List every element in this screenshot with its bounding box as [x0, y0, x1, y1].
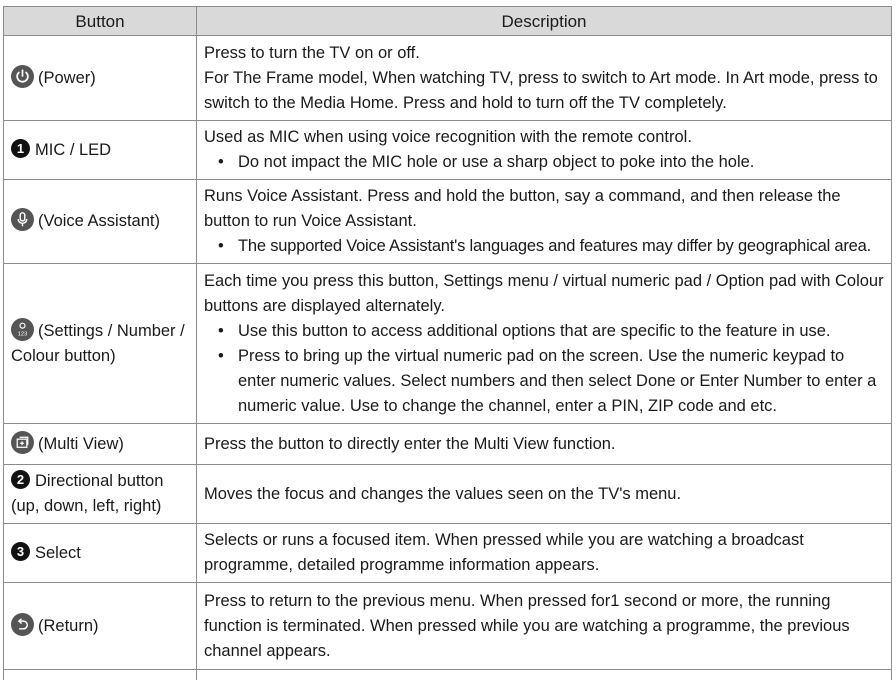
desc-text: function.	[549, 435, 616, 453]
table-row	[4, 121, 892, 180]
button-name: (Power)	[38, 69, 96, 87]
desc-text: Each time you press this button, Settings menu / virtual numeric pad / Option pad with Colour buttons are displayed alternately.	[204, 269, 885, 319]
power-icon	[11, 65, 34, 88]
mic-icon	[11, 208, 34, 231]
bullet-text: to enter a numeric value. Use to change the channel, enter a PIN, ZIP code and etc.	[238, 372, 876, 415]
bullet-text: or	[676, 372, 700, 390]
desc-text: Moves the focus and changes the values seen on the TV's menu.	[204, 485, 681, 503]
button-description-table	[3, 6, 892, 680]
svg-text:123: 123	[18, 331, 28, 337]
callout-number: 3	[11, 542, 30, 561]
desc-text: mode, press to switch to the	[204, 69, 878, 112]
callout-number: 1	[11, 139, 30, 158]
table-row	[4, 583, 892, 670]
return-icon	[11, 613, 34, 636]
desc-term: Media	[300, 94, 345, 112]
button-name: (Multi View)	[38, 435, 124, 453]
button-name: (Settings / Number / Colour button)	[11, 322, 185, 365]
desc-text: Press to turn the TV on or off.	[204, 41, 885, 66]
header-button: Button	[4, 7, 197, 36]
table-row	[4, 180, 892, 264]
table-row	[4, 524, 892, 583]
desc-term: Done	[636, 372, 675, 390]
table-header	[4, 7, 892, 36]
table-row	[4, 670, 892, 680]
bullet-item: • Use this button to access additional options that are specific to the feature in use.	[204, 319, 885, 344]
desc-term: Art	[649, 69, 670, 87]
desc-text: Used as MIC when using voice recognition with the remote control.	[204, 125, 885, 150]
settings-number-icon	[11, 318, 34, 341]
desc-text: Selects or runs a focused item. When pressed while you are watching a broadcast programme, detailed programme information appears.	[204, 531, 804, 574]
desc-term: Multi View	[474, 435, 549, 453]
button-name: (Voice Assistant)	[38, 212, 160, 230]
bullet-item: • Do not impact the MIC hole or use a sharp object to poke into the hole.	[204, 150, 885, 175]
desc-text: For The Frame model, When watching TV, press to switch to	[204, 69, 649, 87]
table-row	[4, 36, 892, 121]
table-row	[4, 465, 892, 524]
multi-view-icon	[11, 431, 34, 454]
bullet-item	[204, 344, 885, 419]
button-name: MIC / LED	[35, 141, 111, 159]
callout-number: 2	[11, 470, 30, 489]
bullet-item: • The supported Voice Assistant's languages and features may differ by geographical area.	[204, 234, 885, 259]
desc-text: Home. Press and hold to turn off the TV completely.	[345, 94, 727, 112]
desc-term: Art	[743, 69, 764, 87]
button-name: Directional button (up, down, left, right)	[11, 472, 163, 515]
desc-text: Press the button to directly enter the	[204, 435, 474, 453]
button-name: (Return)	[38, 617, 99, 635]
desc-text: mode. In	[670, 69, 742, 87]
bullet-text: Press to bring up the virtual numeric pad on the screen. Use the numeric keypad to enter numeric values. Select numbers and then select	[238, 347, 844, 390]
button-name: Select	[35, 544, 81, 562]
table-row	[4, 264, 892, 424]
desc-text: Runs Voice Assistant. Press and hold the button, say a command, and then release the button to run Voice Assistant.	[204, 184, 885, 234]
header-description: Description	[197, 7, 892, 36]
table-row	[4, 424, 892, 465]
desc-term: Enter Number	[699, 372, 802, 390]
desc-text: Press to return to the previous menu. When pressed for1 second or more, the running function is terminated. When pressed while you are watching a programme, the previous channel appears.	[204, 592, 850, 660]
